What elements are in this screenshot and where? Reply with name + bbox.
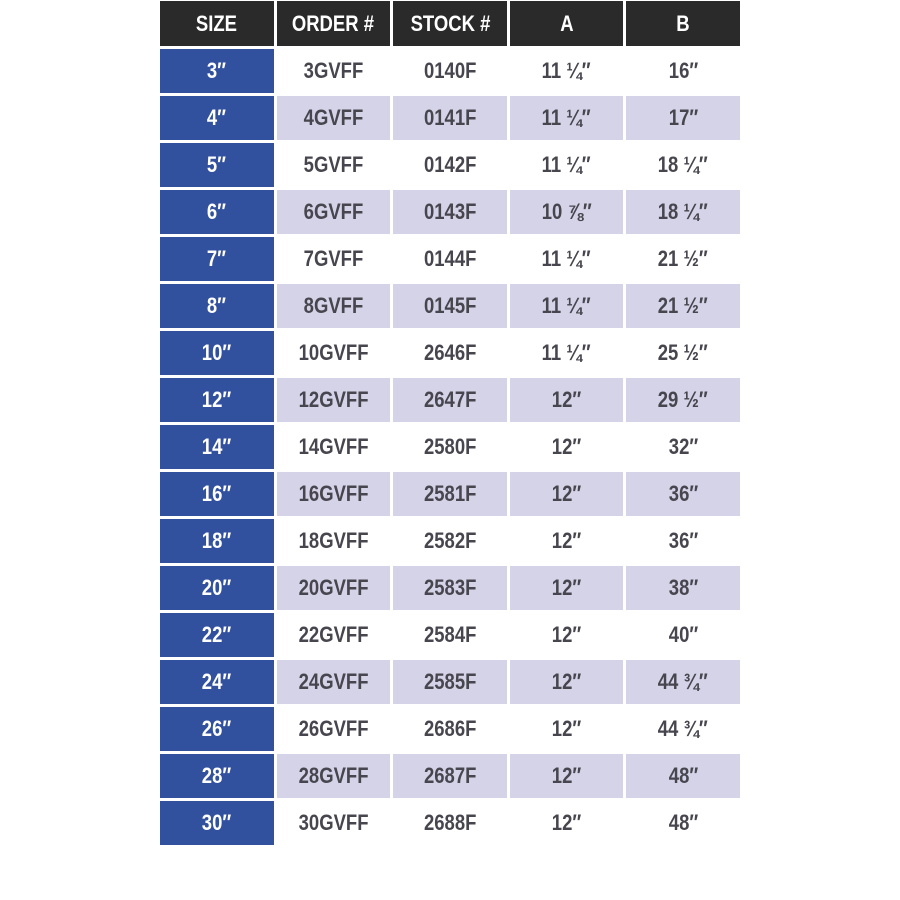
size-cell: [160, 801, 274, 845]
a-cell: [510, 331, 624, 375]
b-cell: [626, 143, 740, 187]
cell-value: 30″: [202, 810, 232, 835]
stock-cell: [393, 519, 507, 563]
order-cell: [277, 190, 391, 234]
b-cell: [626, 425, 740, 469]
table-row: [160, 331, 740, 375]
size-cell: [160, 472, 274, 516]
cell-value: 6″: [207, 199, 227, 224]
stock-cell: [393, 284, 507, 328]
cell-value: 24GVFF: [298, 669, 369, 694]
a-cell: [510, 96, 624, 140]
order-cell: [277, 49, 391, 93]
cell-value: 12″: [551, 669, 582, 694]
cell-value: 12″: [551, 575, 582, 600]
table-row: [160, 613, 740, 657]
a-cell: [510, 801, 624, 845]
b-cell: [626, 331, 740, 375]
b-cell: [626, 801, 740, 845]
column-header-order: [277, 1, 391, 46]
table-row: [160, 96, 740, 140]
column-header-label: A: [559, 10, 574, 36]
cell-value: 12″: [551, 387, 582, 412]
stock-cell: [393, 49, 507, 93]
column-header-a: [510, 1, 624, 46]
cell-value: 16″: [668, 58, 698, 83]
b-cell: [626, 49, 740, 93]
cell-value: 2582F: [423, 528, 477, 553]
a-cell: [510, 566, 624, 610]
cell-value: 22GVFF: [298, 622, 369, 647]
stock-cell: [393, 237, 507, 281]
b-cell: [626, 378, 740, 422]
cell-value: 38″: [668, 575, 698, 600]
order-cell: [277, 425, 391, 469]
stock-cell: [393, 472, 507, 516]
cell-value: 17″: [668, 105, 698, 130]
cell-value: 12″: [551, 810, 582, 835]
table-row: [160, 754, 740, 798]
cell-value: 0140F: [423, 58, 477, 83]
cell-value: 2581F: [423, 481, 477, 506]
column-header-label: B: [676, 10, 690, 36]
cell-value: 12″: [551, 528, 582, 553]
size-cell: [160, 660, 274, 704]
b-cell: [626, 613, 740, 657]
cell-value: 6GVFF: [303, 199, 364, 224]
stock-cell: [393, 96, 507, 140]
cell-value: 2646F: [423, 340, 477, 365]
stock-cell: [393, 613, 507, 657]
cell-value: 11 ¼″: [542, 246, 592, 271]
a-cell: [510, 472, 624, 516]
stock-cell: [393, 425, 507, 469]
cell-value: 2647F: [423, 387, 477, 412]
order-cell: [277, 237, 391, 281]
cell-value: 0142F: [423, 152, 477, 177]
table-row: [160, 425, 740, 469]
a-cell: [510, 284, 624, 328]
size-cell: [160, 425, 274, 469]
order-cell: [277, 284, 391, 328]
size-cell: [160, 331, 274, 375]
table-row: [160, 660, 740, 704]
cell-value: 28″: [202, 763, 232, 788]
order-cell: [277, 613, 391, 657]
stock-cell: [393, 143, 507, 187]
order-cell: [277, 96, 391, 140]
column-header-stock: [393, 1, 507, 46]
cell-value: 12″: [551, 434, 582, 459]
a-cell: [510, 707, 624, 751]
a-cell: [510, 519, 624, 563]
cell-value: 36″: [668, 481, 698, 506]
cell-value: 32″: [668, 434, 698, 459]
cell-value: 12″: [551, 763, 582, 788]
a-cell: [510, 378, 624, 422]
size-cell: [160, 49, 274, 93]
a-cell: [510, 613, 624, 657]
order-cell: [277, 331, 391, 375]
cell-value: 10GVFF: [298, 340, 369, 365]
cell-value: 10″: [202, 340, 232, 365]
cell-value: 2580F: [423, 434, 477, 459]
b-cell: [626, 237, 740, 281]
table-row: [160, 566, 740, 610]
order-cell: [277, 754, 391, 798]
cell-value: 48″: [668, 810, 698, 835]
order-cell: [277, 801, 391, 845]
cell-value: 16GVFF: [298, 481, 369, 506]
cell-value: 5GVFF: [303, 152, 364, 177]
cell-value: 8GVFF: [303, 293, 364, 318]
b-cell: [626, 519, 740, 563]
cell-value: 12GVFF: [298, 387, 369, 412]
cell-value: 2687F: [423, 763, 477, 788]
table-row: [160, 237, 740, 281]
cell-value: 0141F: [423, 105, 477, 130]
b-cell: [626, 190, 740, 234]
cell-value: 26″: [202, 716, 232, 741]
cell-value: 36″: [668, 528, 698, 553]
cell-value: 21 ½″: [658, 293, 709, 318]
cell-value: 40″: [668, 622, 698, 647]
cell-value: 12″: [202, 387, 232, 412]
cell-value: 3GVFF: [303, 58, 364, 83]
size-cell: [160, 378, 274, 422]
table-body: [160, 49, 740, 845]
cell-value: 10 ⅞″: [541, 199, 592, 224]
cell-value: 30GVFF: [298, 810, 369, 835]
size-cell: [160, 707, 274, 751]
cell-value: 18″: [202, 528, 232, 553]
cell-value: 11 ¼″: [542, 105, 592, 130]
stock-cell: [393, 707, 507, 751]
cell-value: 14GVFF: [298, 434, 369, 459]
table-row: [160, 707, 740, 751]
cell-value: 12″: [551, 481, 582, 506]
cell-value: 29 ½″: [658, 387, 709, 412]
cell-value: 11 ¼″: [542, 340, 592, 365]
cell-value: 18 ¼″: [658, 152, 709, 177]
stock-cell: [393, 754, 507, 798]
cell-value: 21 ½″: [658, 246, 709, 271]
table-row: [160, 472, 740, 516]
b-cell: [626, 472, 740, 516]
column-header-b: [626, 1, 740, 46]
size-cell: [160, 613, 274, 657]
stock-cell: [393, 190, 507, 234]
a-cell: [510, 49, 624, 93]
cell-value: 25 ½″: [658, 340, 709, 365]
cell-value: 16″: [202, 481, 232, 506]
cell-value: 20GVFF: [298, 575, 369, 600]
cell-value: 22″: [202, 622, 232, 647]
table-row: [160, 284, 740, 328]
cell-value: 2686F: [423, 716, 477, 741]
cell-value: 2585F: [423, 669, 477, 694]
size-cell: [160, 519, 274, 563]
cell-value: 0145F: [423, 293, 477, 318]
table-row: [160, 143, 740, 187]
table-row: [160, 378, 740, 422]
stock-cell: [393, 660, 507, 704]
stock-cell: [393, 378, 507, 422]
order-cell: [277, 472, 391, 516]
table-row: [160, 519, 740, 563]
order-cell: [277, 378, 391, 422]
cell-value: 26GVFF: [298, 716, 369, 741]
order-cell: [277, 707, 391, 751]
cell-value: 4″: [207, 105, 227, 130]
cell-value: 2688F: [423, 810, 477, 835]
a-cell: [510, 660, 624, 704]
stock-cell: [393, 566, 507, 610]
cell-value: 8″: [207, 293, 227, 318]
size-cell: [160, 190, 274, 234]
cell-value: 11 ¼″: [542, 293, 592, 318]
cell-value: 7″: [207, 246, 227, 271]
column-header-size: [160, 1, 274, 46]
size-cell: [160, 754, 274, 798]
b-cell: [626, 566, 740, 610]
cell-value: 24″: [202, 669, 232, 694]
a-cell: [510, 237, 624, 281]
column-header-label: ORDER #: [292, 10, 375, 36]
order-cell: [277, 519, 391, 563]
stock-cell: [393, 801, 507, 845]
size-cell: [160, 284, 274, 328]
b-cell: [626, 707, 740, 751]
stock-cell: [393, 331, 507, 375]
table-row: [160, 49, 740, 93]
column-header-label: SIZE: [196, 10, 238, 36]
header-row: [160, 1, 740, 46]
cell-value: 44 ¾″: [658, 669, 709, 694]
cell-value: 11 ¼″: [542, 58, 592, 83]
b-cell: [626, 96, 740, 140]
b-cell: [626, 754, 740, 798]
cell-value: 14″: [202, 434, 232, 459]
b-cell: [626, 284, 740, 328]
cell-value: 28GVFF: [298, 763, 369, 788]
cell-value: 5″: [207, 152, 227, 177]
size-cell: [160, 237, 274, 281]
b-cell: [626, 660, 740, 704]
size-cell: [160, 143, 274, 187]
size-cell: [160, 566, 274, 610]
cell-value: 44 ¾″: [658, 716, 709, 741]
cell-value: 12″: [551, 622, 582, 647]
cell-value: 2583F: [423, 575, 477, 600]
cell-value: 18 ¼″: [658, 199, 709, 224]
a-cell: [510, 425, 624, 469]
order-cell: [277, 660, 391, 704]
table-row: [160, 801, 740, 845]
cell-value: 4GVFF: [303, 105, 364, 130]
spec-table: [157, 0, 743, 848]
cell-value: 7GVFF: [303, 246, 364, 271]
order-cell: [277, 143, 391, 187]
column-header-label: STOCK #: [410, 10, 490, 36]
cell-value: 18GVFF: [298, 528, 369, 553]
cell-value: 20″: [202, 575, 232, 600]
order-cell: [277, 566, 391, 610]
a-cell: [510, 143, 624, 187]
table-head: [160, 1, 740, 46]
cell-value: 12″: [551, 716, 582, 741]
cell-value: 48″: [668, 763, 698, 788]
a-cell: [510, 190, 624, 234]
cell-value: 2584F: [423, 622, 477, 647]
cell-value: 0143F: [423, 199, 477, 224]
table-row: [160, 190, 740, 234]
a-cell: [510, 754, 624, 798]
size-cell: [160, 96, 274, 140]
cell-value: 11 ¼″: [542, 152, 592, 177]
cell-value: 0144F: [423, 246, 477, 271]
cell-value: 3″: [207, 58, 227, 83]
